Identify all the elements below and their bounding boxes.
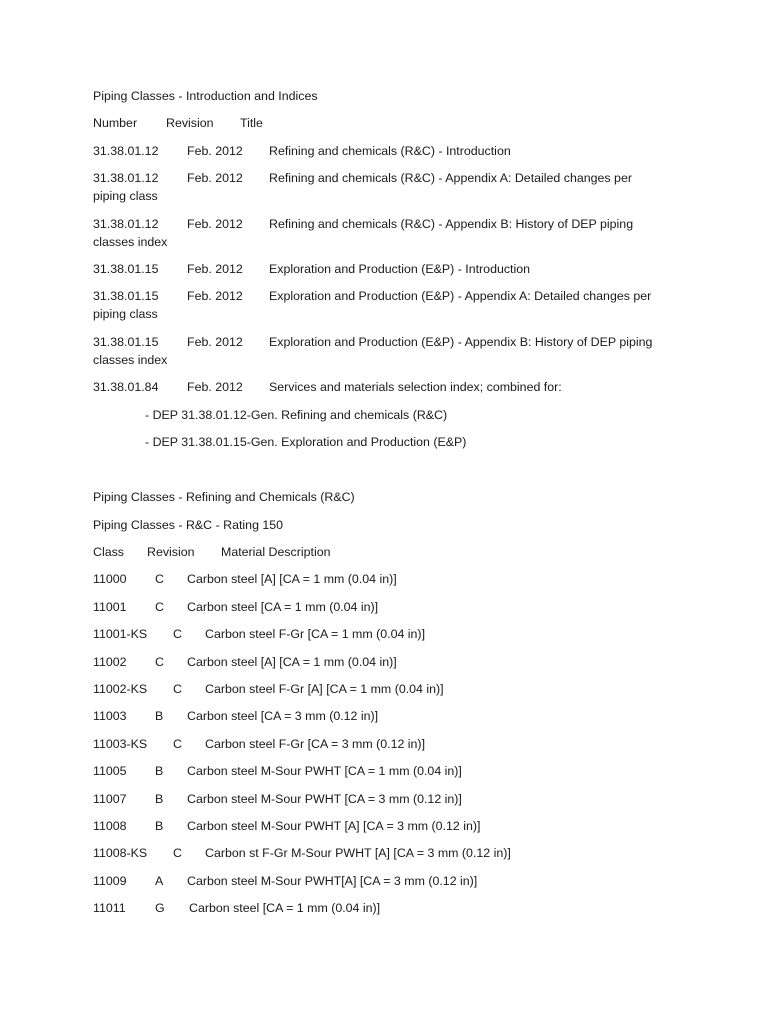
class-revision: C [155, 599, 164, 614]
class-revision: C [173, 627, 182, 642]
index-number: 31.38.01.12 [93, 143, 159, 158]
class-revision: C [155, 572, 164, 587]
index-revision: Feb. 2012 [187, 334, 243, 349]
class-code: 11003-KS [93, 736, 148, 751]
class-code: 11003 [93, 709, 127, 724]
index-number: 31.38.01.12 [93, 171, 159, 186]
class-revision: A [155, 873, 164, 888]
class-material-description: Carbon steel F-Gr [A] [CA = 1 mm (0.04 in)] [205, 682, 444, 697]
class-row [93, 790, 684, 808]
class-code: 11011 [93, 901, 126, 916]
index-revision: Feb. 2012 [187, 289, 243, 304]
index-row [93, 260, 684, 278]
class-code: 11001 [93, 599, 127, 614]
index-revision: Feb. 2012 [187, 261, 243, 276]
classes-column-header [93, 543, 684, 561]
class-code: 11005 [93, 764, 127, 779]
index-title-continuation: classes index [93, 352, 168, 367]
class-row [93, 625, 684, 643]
column-material-description: Material Description [221, 545, 331, 560]
class-revision: G [155, 901, 165, 916]
index-row [93, 287, 684, 323]
index-title: Services and materials selection index; combined for: [269, 380, 562, 395]
index-title-continuation: piping class [93, 189, 158, 204]
index-title-continuation: piping class [93, 307, 158, 322]
index-title: Refining and chemicals (R&C) - Appendix B: History of DEP piping [269, 216, 634, 231]
class-revision: C [155, 654, 164, 669]
index-row [93, 378, 684, 396]
index-title-continuation: classes index [93, 234, 168, 249]
column-number: Number [93, 116, 138, 131]
class-material-description: Carbon steel M-Sour PWHT [A] [CA = 3 mm (0.12 in)] [187, 818, 481, 833]
index-revision: Feb. 2012 [187, 216, 243, 231]
class-material-description: Carbon steel [A] [CA = 1 mm (0.04 in)] [187, 654, 397, 669]
index-revision: Feb. 2012 [187, 143, 243, 158]
class-material-description: Carbon steel M-Sour PWHT[A] [CA = 3 mm (0.12 in)] [187, 873, 478, 888]
indices-list [93, 142, 684, 396]
index-number: 31.38.01.15 [93, 289, 159, 304]
class-revision: C [173, 846, 182, 861]
class-code: 11009 [93, 873, 127, 888]
indices-column-header [93, 114, 684, 132]
class-revision: C [173, 682, 182, 697]
index-title: Refining and chemicals (R&C) - Appendix A: Detailed changes per [269, 171, 632, 186]
class-row [93, 817, 684, 835]
section-subheading-rating: Piping Classes - R&C - Rating 150 [93, 517, 284, 532]
class-row [93, 598, 684, 616]
column-revision: Revision [147, 545, 195, 560]
index-row [93, 333, 684, 369]
index-title: Exploration and Production (E&P) - Appendix A: Detailed changes per [269, 289, 652, 304]
class-code: 11002 [93, 654, 127, 669]
class-material-description: Carbon steel [A] [CA = 1 mm (0.04 in)] [187, 572, 397, 587]
class-material-description: Carbon steel M-Sour PWHT [CA = 1 mm (0.04 in)] [187, 764, 462, 779]
index-number: 31.38.01.84 [93, 380, 159, 395]
class-material-description: Carbon st F-Gr M-Sour PWHT [A] [CA = 3 mm (0.12 in)] [205, 846, 511, 861]
class-material-description: Carbon steel [CA = 1 mm (0.04 in)] [189, 901, 381, 916]
class-revision: B [155, 791, 164, 806]
section-heading-rc: Piping Classes - Refining and Chemicals (R&C) [93, 490, 355, 505]
class-code: 11007 [93, 791, 127, 806]
class-row [93, 570, 684, 588]
class-row [93, 872, 684, 890]
index-revision: Feb. 2012 [187, 380, 243, 395]
class-material-description: Carbon steel [CA = 1 mm (0.04 in)] [187, 599, 379, 614]
index-title: Exploration and Production (E&P) - Introduction [269, 261, 531, 276]
class-code: 11008 [93, 818, 127, 833]
index-title: Exploration and Production (E&P) - Appendix B: History of DEP piping [269, 334, 653, 349]
class-code: 11008-KS [93, 846, 148, 861]
class-row [93, 735, 684, 753]
index-row [93, 215, 684, 251]
class-row [93, 899, 684, 917]
index-revision: Feb. 2012 [187, 171, 243, 186]
index-row [93, 142, 684, 160]
column-revision: Revision [166, 116, 214, 131]
class-row [93, 762, 684, 780]
class-row [93, 680, 684, 698]
class-revision: B [155, 709, 164, 724]
class-revision: B [155, 818, 164, 833]
class-code: 11001-KS [93, 627, 148, 642]
index-title: Refining and chemicals (R&C) - Introduction [269, 143, 511, 158]
class-row [93, 653, 684, 671]
index-number: 31.38.01.12 [93, 216, 159, 231]
index-bullet-item: - DEP 31.38.01.12-Gen. Refining and chemicals (R&C) [145, 407, 448, 422]
class-code: 11002-KS [93, 682, 148, 697]
class-material-description: Carbon steel [CA = 3 mm (0.12 in)] [187, 709, 379, 724]
class-material-description: Carbon steel F-Gr [CA = 3 mm (0.12 in)] [205, 736, 426, 751]
class-code: 11000 [93, 572, 127, 587]
indices-bullets [93, 406, 684, 451]
section-heading-indices: Piping Classes - Introduction and Indices [93, 89, 318, 103]
index-bullet-item: - DEP 31.38.01.15-Gen. Exploration and Production (E&P) [145, 434, 467, 449]
index-number: 31.38.01.15 [93, 334, 159, 349]
column-title: Title [240, 116, 263, 131]
index-row [93, 169, 684, 205]
index-number: 31.38.01.15 [93, 261, 159, 276]
classes-list [93, 570, 684, 917]
class-material-description: Carbon steel M-Sour PWHT [CA = 3 mm (0.12 in)] [187, 791, 462, 806]
class-material-description: Carbon steel F-Gr [CA = 1 mm (0.04 in)] [205, 627, 426, 642]
class-revision: C [173, 736, 182, 751]
class-revision: B [155, 764, 164, 779]
class-row [93, 707, 684, 725]
class-row [93, 844, 684, 862]
column-class: Class [93, 545, 124, 560]
spacer [93, 460, 684, 488]
